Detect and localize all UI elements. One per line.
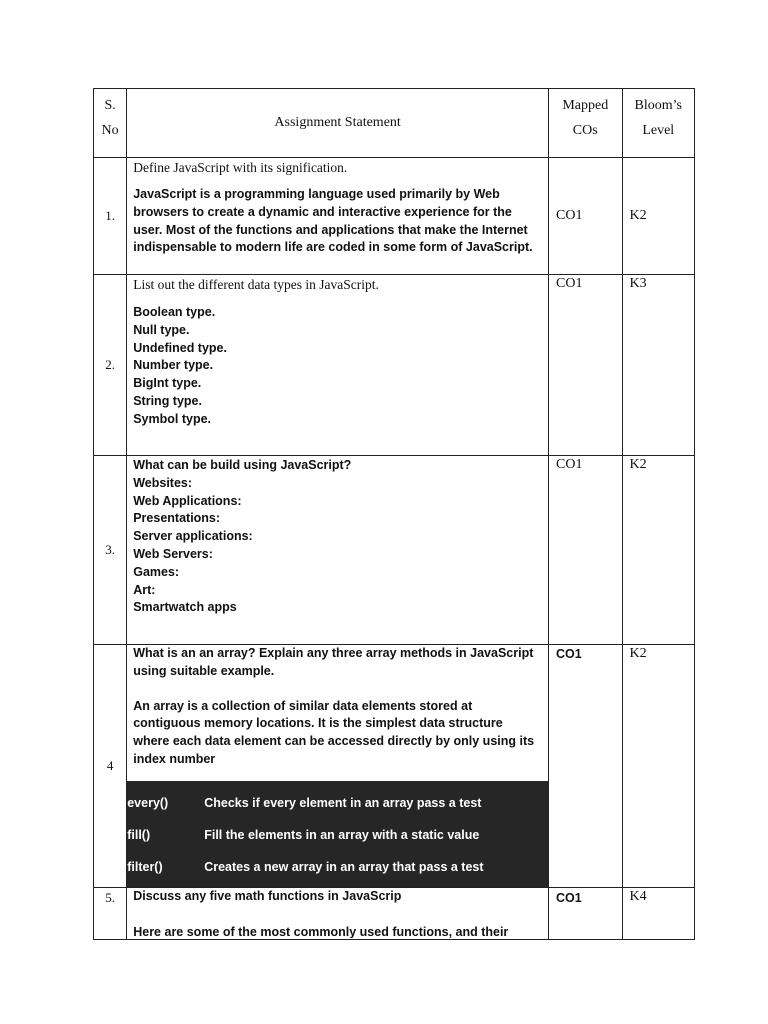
method-description: Creates a new array in an array that pass a test [204,859,484,874]
row-sno: 5. [94,887,127,939]
row-blooms-level: K3 [622,275,695,456]
row-statement [127,158,549,275]
table-row [94,158,695,275]
header-mapped-cos [549,89,622,158]
list-item: Websites: [133,475,193,490]
method-name: fill() [127,827,151,842]
list-item: Number type. [133,358,214,373]
list-item: Smartwatch apps [133,600,237,615]
list-item: Web Applications: [133,493,242,508]
row-mapped-co: CO1 [549,645,622,888]
row-blooms-level: K2 [622,645,695,888]
header-sno-line2: No [101,123,119,138]
answer-text: JavaScript is a programming language used primarily by Web browsers to create a dynamic and interactive experience for the user. Most of the functions and applications that make the Internet indispensable to modern life are coded in some form of JavaScript. [133,187,533,255]
table-row [94,275,695,456]
method-name: filter() [127,859,163,874]
row-sno: 1. [94,158,127,275]
row-sno: 4 [94,645,127,888]
method-row [127,851,548,883]
question-text: Define JavaScript with its signification. [133,160,348,175]
list-item: Server applications: [133,529,253,544]
method-name: every() [127,795,169,810]
method-description: Checks if every element in an array pass a test [204,795,482,810]
question-text: What is an an array? Explain any three array methods in JavaScript using suitable example. [133,646,534,678]
header-mapped-line2: COs [572,123,598,138]
header-mapped-line1: Mapped [562,98,609,113]
list-item: Art: [133,582,156,597]
row-blooms-level: K2 [622,158,695,275]
list-item: Web Servers: [133,546,213,561]
list-item: Games: [133,564,180,579]
method-row [127,819,548,851]
row-blooms-level: K4 [622,887,695,939]
answer-text: Here are some of the most commonly used functions, and their [133,924,509,938]
row-mapped-co: CO1 [549,275,622,456]
header-sno [94,89,127,158]
header-blooms-line2: Level [642,123,675,138]
row-statement [127,645,549,888]
table-row [94,887,695,939]
array-methods-box [127,781,548,887]
row-statement [127,887,549,939]
header-blooms-level [622,89,695,158]
list-item: BigInt type. [133,376,202,391]
question-text: Discuss any five math functions in JavaScrip [133,888,402,903]
list-item: Presentations: [133,511,221,526]
list-item: Boolean type. [133,305,216,319]
row-statement [127,456,549,645]
row-statement [127,275,549,456]
row-mapped-co: CO1 [549,158,622,275]
row-sno: 2. [94,275,127,456]
list-item: String type. [133,393,202,408]
row-sno: 3. [94,456,127,645]
question-text: What can be build using JavaScript? [133,458,352,472]
question-text: List out the different data types in JavaScript. [133,277,379,292]
build-list [133,456,542,617]
header-statement: Assignment Statement [127,89,549,158]
header-blooms-line1: Bloom’s [634,98,682,113]
table-row [94,645,695,888]
table-row [94,456,695,645]
statement-clip [133,888,542,938]
row-mapped-co: CO1 [549,887,622,939]
row-mapped-co: CO1 [549,456,622,645]
header-sno-line1: S. [104,98,116,113]
assignment-table [93,88,695,940]
method-description: Fill the elements in an array with a static value [204,827,480,842]
row-blooms-level: K2 [622,456,695,645]
list-item: Symbol type. [133,411,212,426]
table-header-row [94,89,695,158]
list-item: Undefined type. [133,340,227,355]
method-row [127,787,548,819]
list-item: Null type. [133,322,190,337]
data-types-list [133,304,542,429]
answer-text: An array is a collection of similar data elements stored at contiguous memory locations. It is the simplest data structure where each data element can be accessed directly by only using its index number [133,698,535,766]
